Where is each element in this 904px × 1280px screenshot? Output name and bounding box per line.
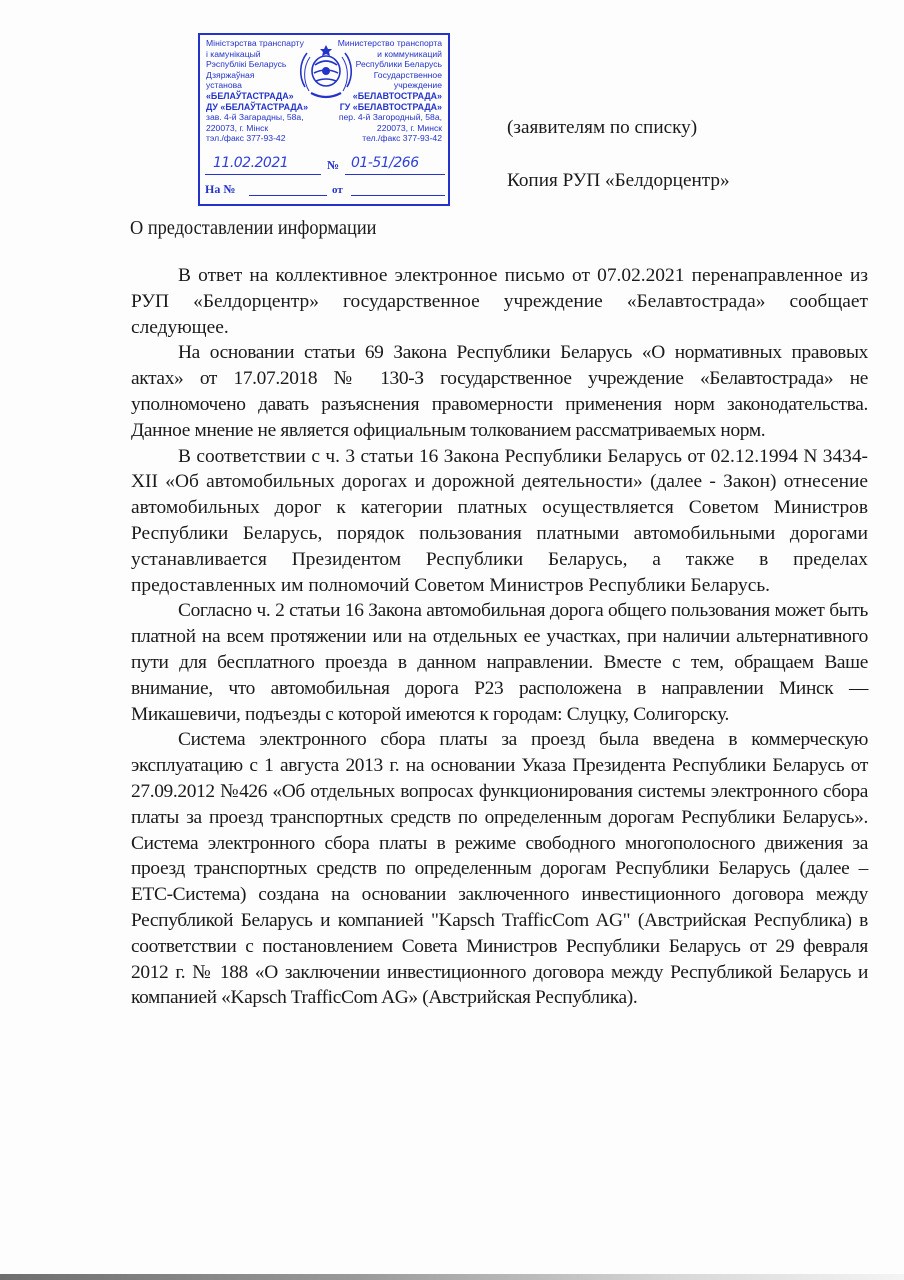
stamp-text: и коммуникаций xyxy=(377,48,442,59)
registration-stamp xyxy=(198,33,450,206)
stamp-address: 220073, г. Мінск xyxy=(206,122,269,133)
reply-number-line xyxy=(249,195,327,196)
stamp-text: Дзяржаўная xyxy=(206,69,255,80)
date-underline xyxy=(205,174,321,175)
reply-from-label: от xyxy=(332,184,343,196)
stamp-reply-row xyxy=(205,183,445,201)
paragraph: Согласно ч. 2 статьи 16 Закона автомобильная дорога общего пользования может быть платной на всем протяжении или на отдельных ее участках, при наличии альтернативного пути для бесплатного проезда в данном направлении. Вместе с тем, обращаем Ваше внимание, что автомобильная дорога Р23 расположена в направлении Минск — Микашевичи, подъезды с которой имеются к городам: Слуцку, Солигорску. xyxy=(131,600,868,725)
stamp-org-name: ДУ «БЕЛАЎТАСТРАДА» xyxy=(206,101,309,112)
copy-recipient-line: Копия РУП «Белдорцентр» xyxy=(507,170,730,191)
stamp-phone: тел./факс 377-93-42 xyxy=(362,133,442,144)
stamp-date-number-row xyxy=(205,155,445,177)
addressee-line: (заявителям по списку) xyxy=(507,117,698,138)
stamp-text: установа xyxy=(206,80,242,91)
number-underline xyxy=(345,174,445,175)
stamp-text: і камунікацый xyxy=(206,48,261,59)
stamp-text: Республики Беларусь xyxy=(355,59,442,70)
paragraph: В соответствии с ч. 3 статьи 16 Закона Республики Беларусь от 02.12.1994 N 3434-XII «Об автомобильных дорогах и дорожной деятельности» (далее - Закон) отнесение автомобильных дорог к категории платных осуществляется Советом Министров Республики Беларусь, порядок пользования платными автомобильными дорогами устанавливается Президентом Республики Беларусь, а также в пределах предоставленных им полномочий Советом Министров Республики Беларусь. xyxy=(131,445,868,596)
stamp-text: Рэспублікі Беларусь xyxy=(206,59,287,70)
handwritten-date: 11.02.2021 xyxy=(213,155,289,171)
stamp-text: Міністэрства транспарту xyxy=(206,38,304,48)
reply-number-label: На № xyxy=(205,182,236,196)
stamp-right-column xyxy=(322,38,442,144)
stamp-address: зав. 4-й Загарадны, 58а, xyxy=(206,112,304,123)
stamp-phone: тэл./факс 377-93-42 xyxy=(206,133,286,144)
paragraph: В ответ на коллективное электронное письмо от 07.02.2021 перенаправленное из РУП «Белдорцентр» государственное учреждение «Белавтострада» сообщает следующее. xyxy=(131,265,868,338)
stamp-text: Министерство транспорта xyxy=(337,38,442,48)
reply-from-line xyxy=(351,195,445,196)
stamp-org-name: ГУ «БЕЛАВТОСТРАДА» xyxy=(339,101,442,112)
letter-body xyxy=(131,263,868,1011)
paragraph: Система электронного сбора платы за проезд была введена в коммерческую эксплуатацию с 1 августа 2013 г. на основании Указа Президента Республики Беларусь от 27.09.2012 №426 «Об отдельных вопросах функционирования системы электронного сбора платы за проезд транспортных средств по определенным дорогам Республики Беларусь». Система электронного сбора платы в режиме свободного многополосного движения за проезд транспортных средств по определенным дорогам Республики Беларусь (далее – ЕТС-Система) создана на основании заключенного инвестиционного договора между Республикой Беларусь и компанией "Kapsch TrafficCom AG" (Австрийская Республика) в соответствии с постановлением Совета Министров Республики Беларусь от 29 февраля 2012 г. № 188 «О заключении инвестиционного договора между Республикой Беларусь и компанией «Kapsch TrafficCom AG» (Австрийская Республика). xyxy=(131,729,868,1009)
handwritten-number: 01-51/266 xyxy=(351,155,419,171)
scanner-edge xyxy=(0,1274,904,1280)
stamp-address: 220073, г. Минск xyxy=(376,122,442,133)
stamp-org-name: «БЕЛАЎТАСТРАДА» xyxy=(206,90,294,101)
stamp-org-name: «БЕЛАВТОСТРАДА» xyxy=(352,90,442,101)
stamp-address: пер. 4-й Загородный, 58а, xyxy=(338,112,442,123)
stamp-text: Государственное xyxy=(373,69,442,80)
number-label: № xyxy=(327,158,340,172)
letter-subject: О предоставлении информации xyxy=(130,218,377,239)
stamp-text: учреждение xyxy=(393,80,442,91)
paragraph: На основании статьи 69 Закона Республики Беларусь «О нормативных правовых актах» от 17.07.2018 № 130-З государственное учреждение «Белавтострада» не уполномочено давать разъяснения правомерности применения норм законодательства. Данное мнение не является официальным толкованием рассматриваемых норм. xyxy=(131,342,868,441)
